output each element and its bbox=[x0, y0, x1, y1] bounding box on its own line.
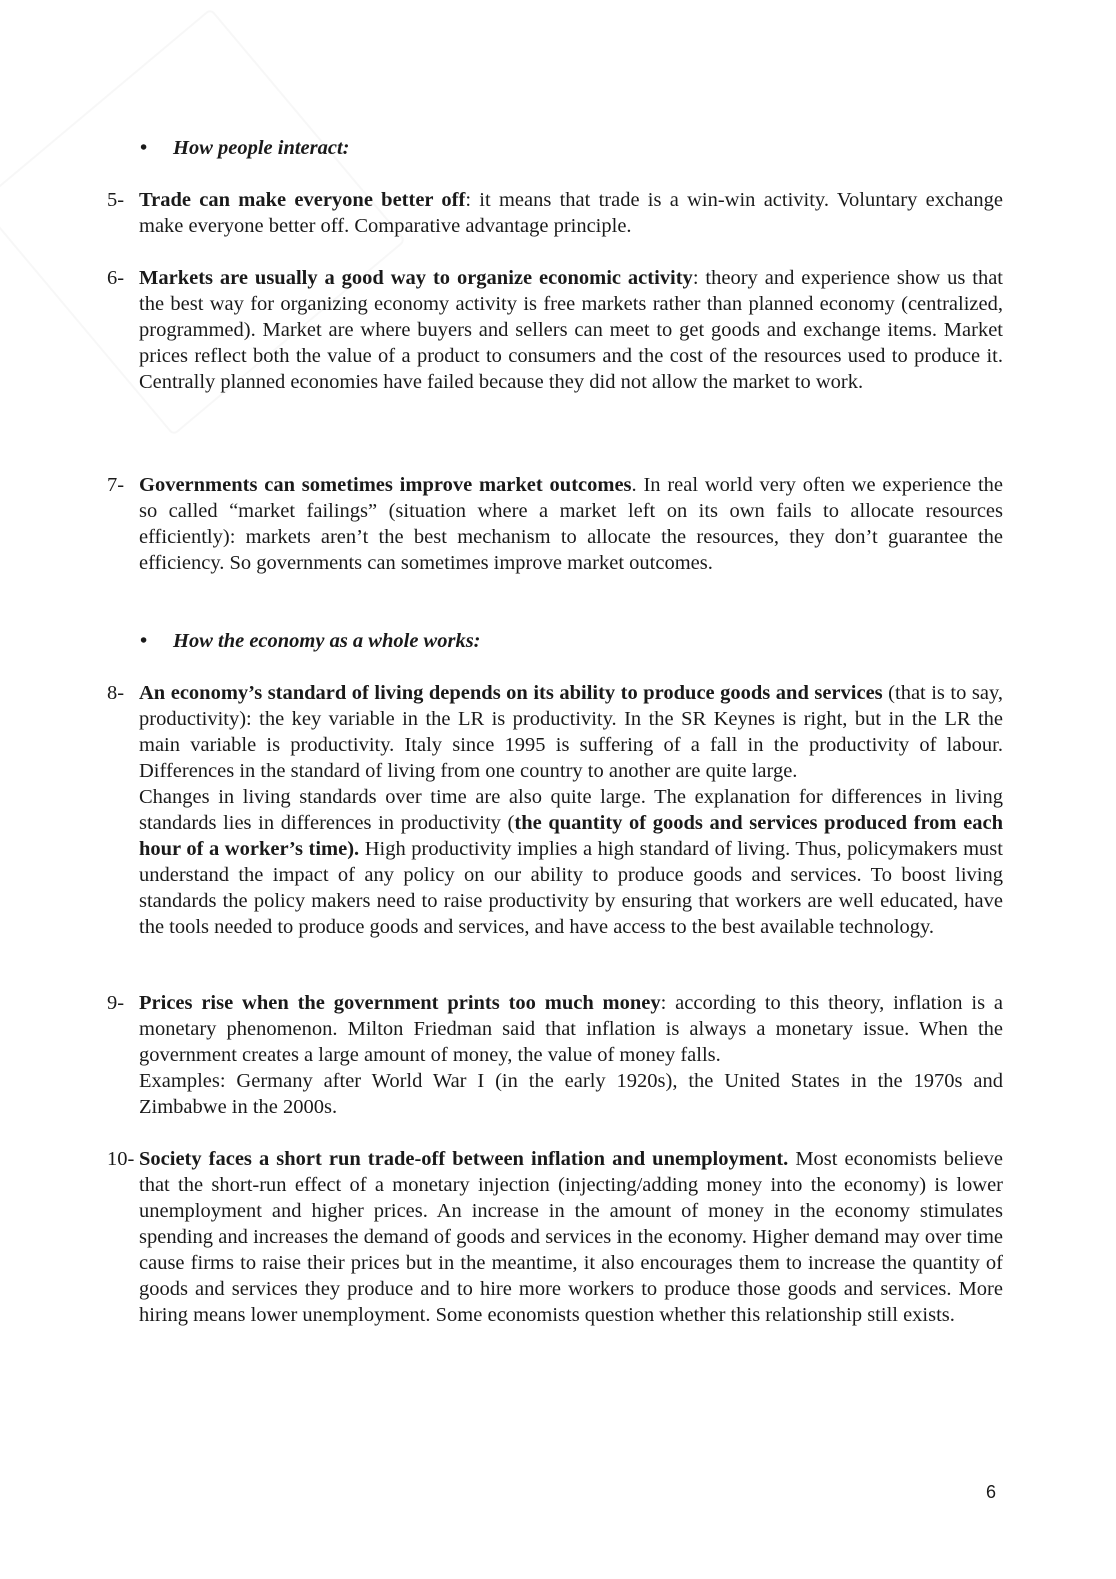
item-number: 9- bbox=[107, 992, 125, 1014]
item-emphasis: the quantity of goods and services produced from each hour of a worker’s time). bbox=[139, 812, 1003, 860]
section-heading-text: How the economy as a whole works: bbox=[173, 630, 481, 652]
list-item-10 bbox=[107, 1146, 1003, 1328]
item-title: Governments can sometimes improve market outcomes bbox=[139, 474, 632, 496]
bullet-icon: • bbox=[140, 630, 148, 652]
list-item-7 bbox=[107, 472, 1003, 576]
item-text-continued: High productivity implies a high standard of living. Thus, policymakers must understand the impact of any policy on our ability to produce goods and services. To boost living standards the policy makers need to raise productivity by ensuring that workers are well educated, have the tools needed to produce goods and services, and have access to the best available technology. bbox=[139, 838, 1003, 938]
item-text-continued: Changes in living standards over time are also quite large. The explanation for differences in living standards lies in differences in productivity ( bbox=[139, 786, 1003, 834]
page-number: 6 bbox=[986, 1482, 997, 1502]
item-text: (that is to say, productivity): the key variable in the LR is productivity. In the SR Keynes is right, but in the LR the main variable is productivity. Italy since 1995 is suffering of a fall in the productivity of labour. Differences in the standard of living from one country to another are quite large. bbox=[139, 682, 1003, 782]
list-item-8 bbox=[107, 680, 1003, 940]
item-examples: Examples: Germany after World War I (in the early 1920s), the United States in the 1970s and Zimbabwe in the 2000s. bbox=[139, 1070, 1003, 1118]
item-text: : theory and experience show us that the best way for organizing economy activity is free markets rather than planned economy (centralized, programmed). Market are where buyers and sellers can meet to get goods and exchange items. Market prices reflect both the value of a product to consumers and the cost of the resources used to produce it. Centrally planned economies have failed because they did not allow the market to work. bbox=[139, 267, 1004, 393]
bullet-icon: • bbox=[140, 137, 148, 159]
item-title: Trade can make everyone better off bbox=[139, 189, 466, 211]
list-item-9 bbox=[107, 990, 1003, 1120]
list-item-5 bbox=[107, 187, 1003, 239]
item-title: Prices rise when the government prints too much money bbox=[139, 992, 661, 1014]
item-title: Markets are usually a good way to organize economic activity bbox=[139, 267, 693, 289]
item-text: : it means that trade is a win-win activity. Voluntary exchange make everyone better off. Comparative advantage principle. bbox=[139, 189, 1003, 237]
item-number: 6- bbox=[107, 267, 125, 289]
item-number: 8- bbox=[107, 682, 125, 704]
item-text: Most economists believe that the short-run effect of a monetary injection (injecting/adding money into the economy) is lower unemployment and higher prices. An increase in the amount of money in the economy stimulates spending and increases the demand of goods and services in the economy. Higher demand may over time cause firms to raise their prices but in the meantime, it also encourages them to increase the quantity of goods and services they produce and to hire more workers to produce those goods and services. More hiring means lower unemployment. Some economists question whether this relationship still exists. bbox=[139, 1148, 1003, 1326]
item-number: 10- bbox=[107, 1148, 135, 1170]
item-text: : according to this theory, inflation is a monetary phenomenon. Milton Friedman said that inflation is always a monetary issue. When the government creates a large amount of money, the value of money falls. bbox=[139, 992, 1003, 1066]
section-heading-text: How people interact: bbox=[173, 137, 350, 159]
list-item-6 bbox=[107, 265, 1003, 395]
item-text: . In real world very often we experience the so called “market failings” (situation where a market left on its own fails to allocate resources efficiently): markets aren’t the best mechanism to allocate the resources, they don’t guarantee the efficiency. So governments can sometimes improve market outcomes. bbox=[139, 474, 1003, 574]
item-number: 7- bbox=[107, 474, 125, 496]
item-title: An economy’s standard of living depends on its ability to produce goods and services bbox=[139, 682, 883, 704]
item-number: 5- bbox=[107, 189, 125, 211]
item-title: Society faces a short run trade-off between inflation and unemployment. bbox=[139, 1148, 789, 1170]
